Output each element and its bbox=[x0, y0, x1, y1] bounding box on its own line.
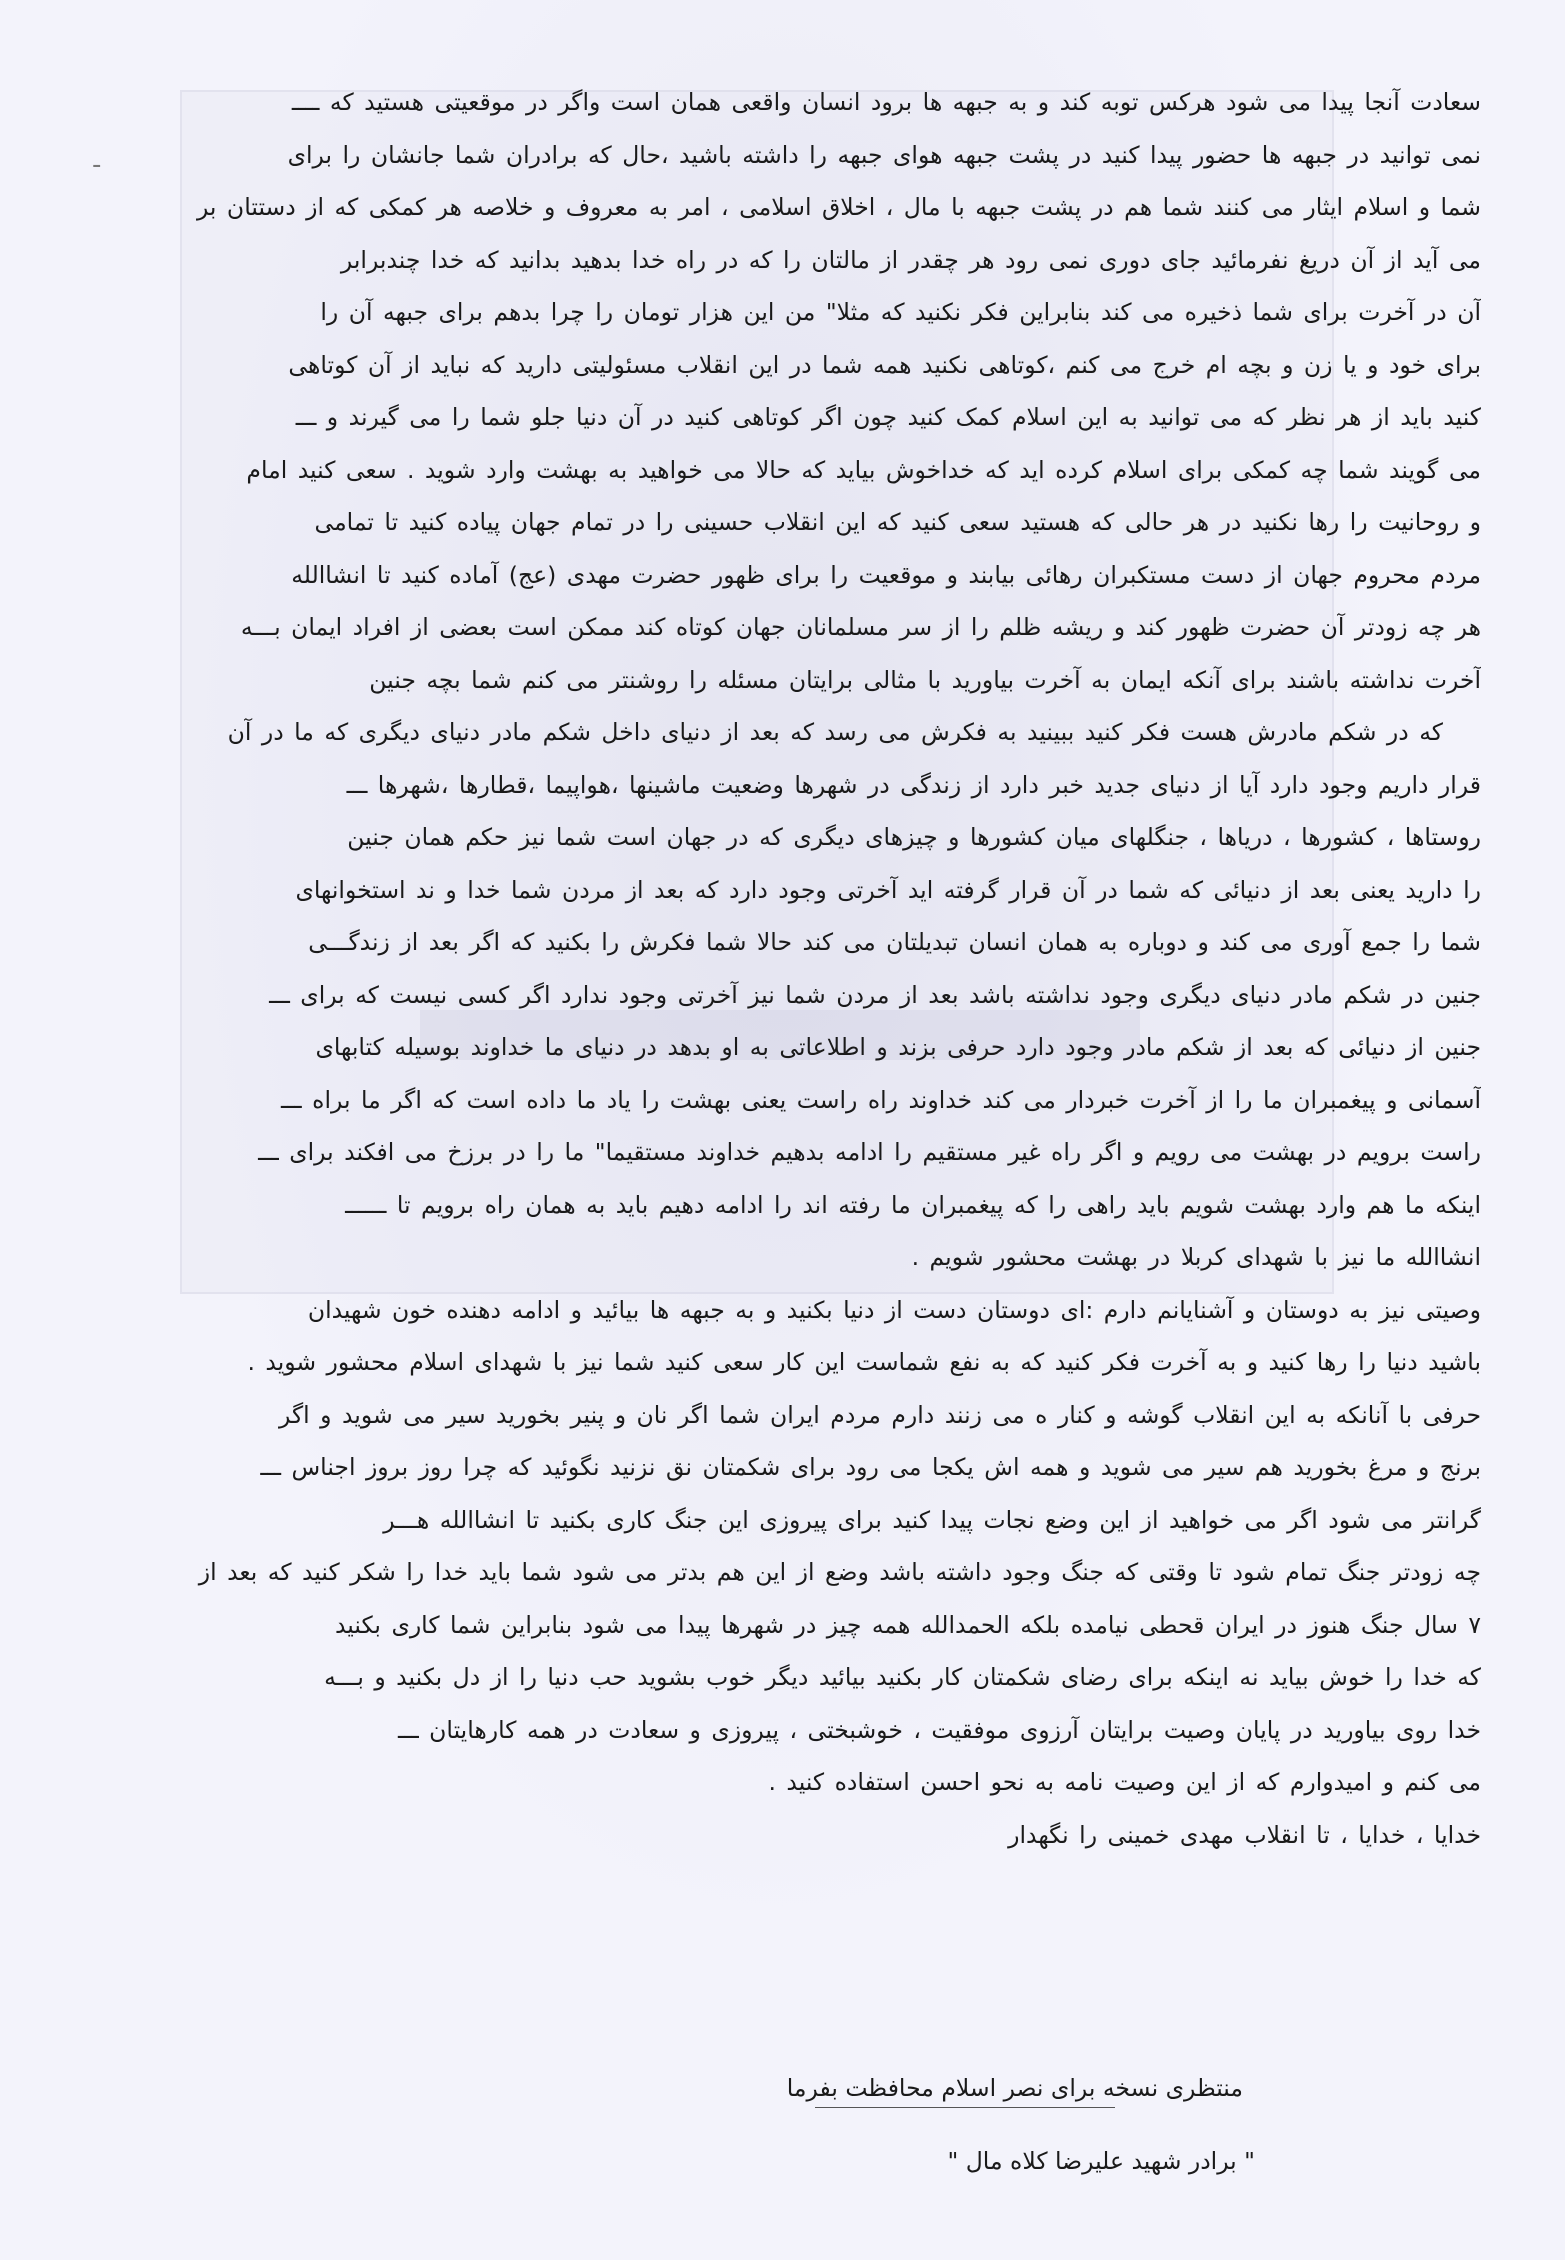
text-line: ۷ سال جنگ هنوز در ایران قحطی نیامده بلکه الحمدالله همه چیز در شهرها پیدا می شود بنابراین شما کاری بکنید bbox=[334, 1610, 1481, 1639]
text-line: حرفی با آنانکه به این انقلاب گوشه و کنار ه می زنند دارم مردم ایران شما اگر نان و پنیر بخورید سیر می شوید و اگر bbox=[278, 1400, 1481, 1429]
text-line: جنین در شکم مادر دنیای دیگری وجود نداشته باشد بعد از مردن شما نیز آخرتی وجود ندارد اگر کسی نیست که برای ـــ bbox=[269, 980, 1481, 1009]
text-line: خدا روی بیاورید در پایان وصیت برایتان آرزوی موفقیت ، خوشبختی ، پیروزی و سعادت در همه کارهایتان ـــ bbox=[398, 1715, 1481, 1744]
text-line: که خدا را خوش بیاید نه اینکه برای رضای شکمتان کار بکنید بیائید دیگر خوب بشوید حب دنیا را از دل بکنید و بـــه bbox=[324, 1663, 1481, 1691]
text-line: نمی توانید در جبهه ها حضور پیدا کنید در پشت جبهه هوای جبهه را داشته باشید ،حال که برادران شما جانشان را برای bbox=[287, 140, 1481, 169]
text-line: و روحانیت را رها نکنید در هر حالی که هستید سعی کنید که این انقلاب حسینی را در تمام جهان پیاده کنید تا تمامی bbox=[314, 508, 1481, 536]
text-line: وصیتی نیز به دوستان و آشنایانم دارم :ای دوستان دست از دنیا بکنید و به جبهه ها بیائید و ادامه دهنده خون شهیدان bbox=[307, 1295, 1481, 1324]
text-line: باشید دنیا را رها کنید و به آخرت فکر کنید که به نفع شماست این کار سعی کنید شما نیز با شهدای اسلام محشور شوید . bbox=[247, 1348, 1481, 1376]
text-line: خدایا ، خدایا ، تا انقلاب مهدی خمینی را نگهدار bbox=[1008, 1820, 1481, 1849]
text-line: اینکه ما هم وارد بهشت شویم باید راهی را که پیغمبران ما رفته اند را ادامه دهیم باید به همان راه برویم تا ــــــ bbox=[345, 1190, 1481, 1219]
text-line: شما و اسلام ایثار می کنند شما هم در پشت جبهه با مال ، اخلاق اسلامی ، امر به معروف و خلاصه هر کمکی که از دستتان بر bbox=[196, 193, 1481, 221]
text-line: سعادت آنجا پیدا می شود هرکس توبه کند و به جبهه ها برود انسان واقعی همان است واگر در موقعیتی هستید که ــــ bbox=[291, 88, 1481, 116]
text-line: چه زودتر جنگ تمام شود تا وقتی که جنگ وجود داشته باشد وضع از این هم بدتر می شود شما باید خدا را شکر کنید که بعد از bbox=[198, 1558, 1481, 1586]
text-line: راست برویم در بهشت می رویم و اگر راه غیر مستقیم را ادامه بدهیم خداوند مستقیما" ما را در برزخ می افکند برای ـــ bbox=[258, 1138, 1481, 1166]
text-line: روستاها ، کشورها ، دریاها ، جنگلهای میان کشورها و چیزهای دیگری که در جهان است شما نیز حکم همان جنین bbox=[347, 823, 1481, 851]
text-line: گرانتر می شود اگر می خواهید از این وضع نجات پیدا کنید برای پیروزی این جنگ کاری بکنید تا انشاالله هـــر bbox=[383, 1505, 1481, 1534]
text-line: قرار داریم وجود دارد آیا از دنیای جدید خبر دارد از زندگی در شهرها وضعیت ماشینها ،هواپیما ،قطارها ،شهرها ـــ bbox=[346, 770, 1481, 799]
testament-body bbox=[81, 76, 1481, 1861]
text-line: هر چه زودتر آن حضرت ظهور کند و ریشه ظلم را از سر مسلمانان جهان کوتاه کند ممکن است بعضی از افراد ایمان بـــه bbox=[240, 613, 1481, 641]
signature-name: " برادر شهید علیرضا کلاه مال " bbox=[947, 2147, 1255, 2175]
text-line: شما را جمع آوری می کند و دوباره به همان انسان تبدیلتان می کند حالا شما فکرش را بکنید که اگر بعد از زندگـــی bbox=[308, 928, 1481, 956]
text-line: آخرت نداشته باشند برای آنکه ایمان به آخرت بیاورید با مثالی برایتان مسئله را روشنتر می کنم شما بچه جنین bbox=[369, 665, 1481, 694]
text-line: که در شکم مادرش هست فکر کنید ببینید به فکرش می رسد که بعد از دنیای داخل شکم مادر دنیای دیگری که ما در آن bbox=[227, 718, 1443, 746]
text-line: آسمانی و پیغمبران ما را از آخرت خبردار می کند خداوند راه راست یعنی بهشت را یاد ما داده است که اگر ما براه ـــ bbox=[281, 1085, 1481, 1114]
signature-underline bbox=[815, 2107, 1115, 2108]
text-line: جنین از دنیائی که بعد از شکم مادر وجود دارد حرفی بزند و اطلاعاتی به او بدهد در دنیای ما خداوند بوسیله کتابهای bbox=[315, 1033, 1481, 1061]
text-line: انشاالله ما نیز با شهدای کربلا در بهشت محشور شویم . bbox=[911, 1243, 1481, 1271]
text-line: برای خود و یا زن و بچه ام خرج می کنم ،کوتاهی نکنید همه شما در این انقلاب مسئولیتی دارید که نباید از آن کوتاهی bbox=[288, 350, 1481, 379]
text-line: کنید باید از هر نظر که می توانید به این اسلام کمک کنید چون اگر کوتاهی کنید در آن دنیا جلو شما را می گیرند و ـــ bbox=[295, 403, 1481, 431]
signature-line-1: منتظری نسخه برای نصر اسلام محافظت بفرما bbox=[786, 2074, 1243, 2102]
text-line: می کنم و امیدوارم که از این وصیت نامه به نحو احسن استفاده کنید . bbox=[768, 1768, 1481, 1796]
margin-mark: - bbox=[92, 150, 102, 180]
text-line: مردم محروم جهان از دست مستکبران رهائی بیابند و موقعیت را برای ظهور حضرت مهدی (عج) آماده کنید تا انشاالله bbox=[291, 560, 1481, 589]
text-line: می آید از آن دریغ نفرمائید جای دوری نمی رود هر چقدر از مالتان را که در راه خدا بدهید بدانید که خدا چندبرابر bbox=[340, 245, 1481, 274]
text-line: را دارید یعنی بعد از دنیائی که شما در آن قرار گرفته اید آخرتی وجود دارد که بعد از مردن شما خدا و ند استخوانهای bbox=[295, 875, 1481, 904]
text-line: برنج و مرغ بخورید هم سیر می شوید و همه اش یکجا می رود برای شکمتان نق نزنید نگوئید که چرا روز بروز اجناس ـــ bbox=[260, 1453, 1481, 1481]
text-line: می گویند شما چه کمکی برای اسلام کرده اید که خداخوش بیاید که حالا می خواهید به بهشت وارد شوید . سعی کنید امام bbox=[246, 455, 1481, 484]
text-line: آن در آخرت برای شما ذخیره می کند بنابراین فکر نکنید که مثلا" من این هزار تومان را چرا بدهم برای جبهه آن را bbox=[320, 298, 1481, 326]
